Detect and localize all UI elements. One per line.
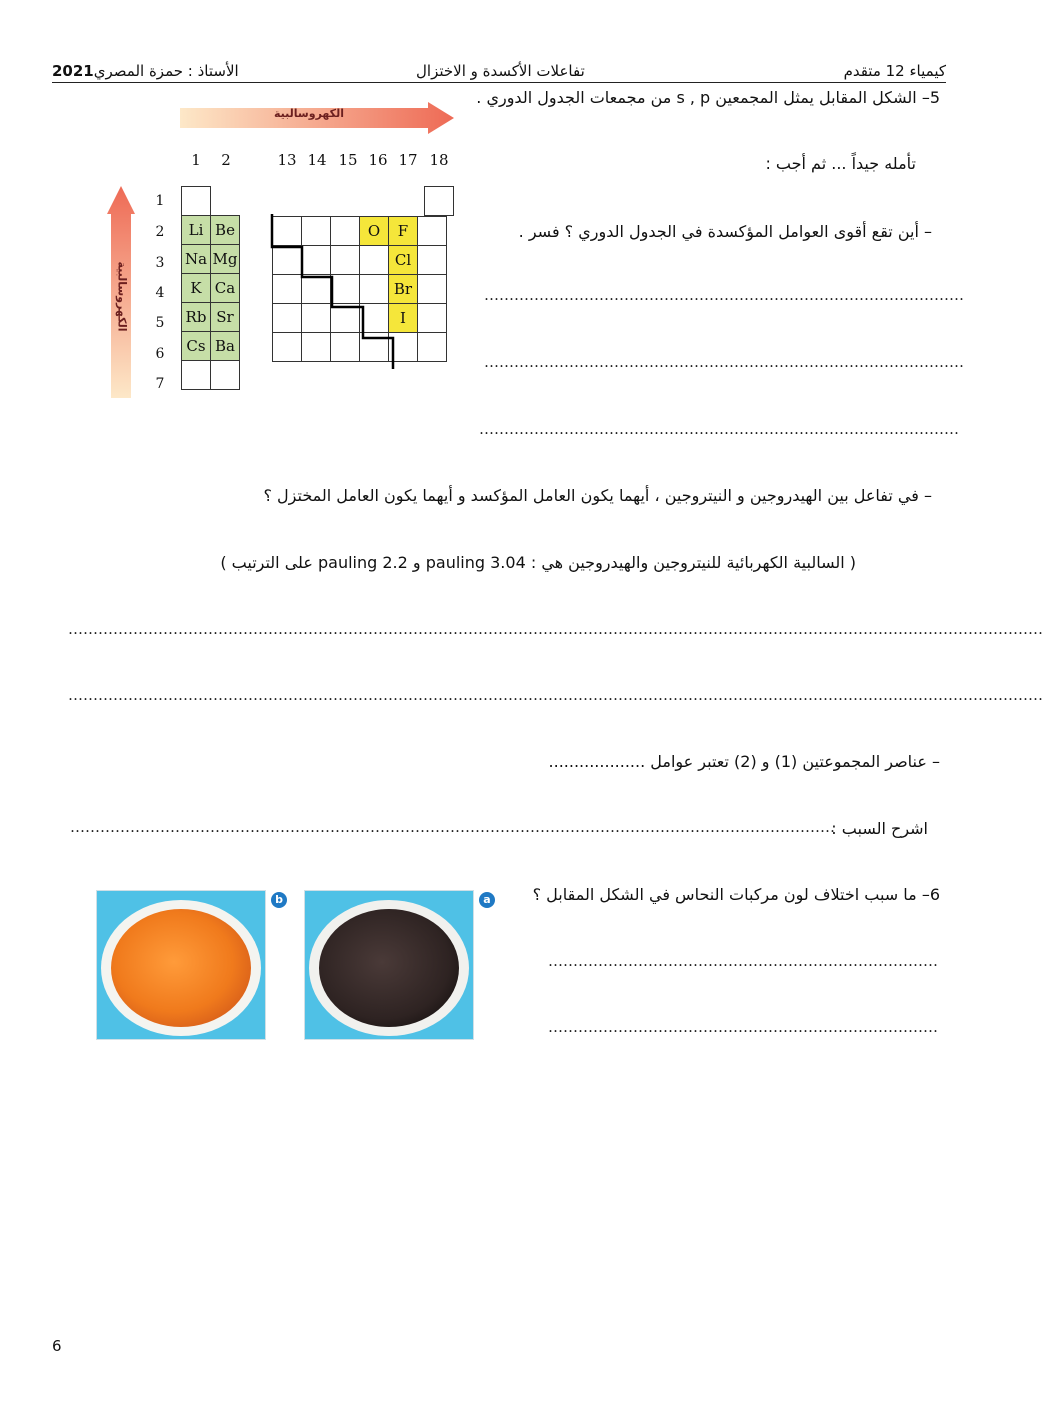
- element-cell: Rb: [182, 303, 211, 332]
- answer-line: ……………………………………………………………………: [548, 952, 938, 970]
- q5-prompt: 5– الشكل المقابل يمثل المجمعين s , p من مجمعات الجدول الدوري .: [476, 88, 940, 107]
- header-course: كيمياء 12 متقدم: [843, 62, 946, 80]
- element-cell: Mg: [211, 245, 240, 274]
- staircase-line: [268, 214, 403, 374]
- s-block-table: [181, 186, 240, 390]
- period-label: 7: [155, 376, 165, 392]
- element-cell: Na: [182, 245, 211, 274]
- element-cell: Ca: [211, 274, 240, 303]
- element-cell: I: [389, 304, 418, 333]
- q5-part1: – أين تقع أقوى العوامل المؤكسدة في الجدول الدوري ؟ فسر .: [518, 222, 932, 241]
- element-cell: O: [360, 217, 389, 246]
- group-label: 16: [368, 151, 388, 169]
- answer-line: ………………………………………………………………………………………………………………………………………: [70, 818, 835, 836]
- element-cell: Be: [211, 216, 240, 245]
- q5-part2-note: ( السالبية الكهربائية للنيتروجين والهيدروجين هي : 3.04 pauling و 2.2 pauling على الترتيب ): [220, 553, 856, 572]
- orange-powder-dish-icon: [97, 891, 265, 1039]
- group-label: 14: [307, 151, 327, 169]
- header-year: 2021: [52, 62, 94, 80]
- dark-powder-dish-icon: [305, 891, 473, 1039]
- header-divider: [52, 82, 946, 83]
- arrow-label-side: الكهروسالبية: [115, 261, 129, 332]
- group-label: 2: [221, 151, 231, 169]
- q5-part2: – في تفاعل بين الهيدروجين و النيتروجين ، أيهما يكون العامل المؤكسد و أيهما يكون العامل المختزل ؟: [263, 486, 932, 505]
- arrow-label-top: الكهروسالبية: [274, 107, 344, 120]
- photo-b-orange-compound: [96, 890, 266, 1040]
- answer-line: ……………………………………………………………………………………………………………………………………………………………………………: [68, 620, 1043, 638]
- period-label: 5: [155, 315, 165, 331]
- header-teacher-name: الأستاذ : حمزة المصري: [93, 62, 239, 80]
- period-label: 3: [155, 255, 165, 271]
- element-cell: [418, 217, 447, 246]
- element-cell: [182, 361, 211, 390]
- element-cell: Sr: [211, 303, 240, 332]
- period-label: 4: [155, 285, 165, 301]
- q5-part3-reason: اشرح السبب :: [831, 819, 928, 838]
- group-label: 18: [429, 151, 449, 169]
- header-topic: تفاعلات الأكسدة و الاختزال: [416, 62, 585, 80]
- answer-line: ……………………………………………………………………: [548, 1018, 938, 1036]
- element-cell: Cs: [182, 332, 211, 361]
- element-cell: [211, 187, 240, 216]
- element-cell: Cl: [389, 246, 418, 275]
- element-cell: Ba: [211, 332, 240, 361]
- header-teacher: [52, 62, 239, 80]
- group-label: 1: [191, 151, 201, 169]
- element-cell: [418, 333, 447, 362]
- element-cell: [418, 304, 447, 333]
- q5-instruction: تأمله جيداً ... ثم أجب :: [765, 154, 916, 173]
- element-cell: Li: [182, 216, 211, 245]
- q6-prompt: 6– ما سبب اختلاف لون مركبات النحاس في الشكل المقابل ؟: [532, 885, 940, 904]
- answer-line: ……………………………………………………………………………………………………………………………………………………………………………: [68, 686, 1043, 704]
- period-label: 6: [155, 346, 165, 362]
- page-number: 6: [52, 1337, 62, 1355]
- element-cell: [182, 187, 211, 216]
- q5-part3: – عناصر المجموعتين (1) و (2) تعتبر عوامل ...................: [548, 752, 940, 771]
- answer-line: ……………………………………………………………………………………: [479, 420, 959, 438]
- group-label: 17: [398, 151, 418, 169]
- period-label: 1: [155, 193, 165, 209]
- photo-a-dark-compound: [304, 890, 474, 1040]
- group-label: 15: [338, 151, 358, 169]
- element-cell: K: [182, 274, 211, 303]
- he-cell-table: [424, 186, 454, 216]
- photo-b-badge: b: [271, 892, 287, 908]
- answer-line: ……………………………………………………………………………………: [484, 353, 964, 371]
- element-cell: F: [389, 217, 418, 246]
- period-label: 2: [155, 224, 165, 240]
- answer-line: ……………………………………………………………………………………: [484, 286, 964, 304]
- element-cell: [425, 187, 454, 216]
- element-cell: [418, 275, 447, 304]
- photo-a-badge: a: [479, 892, 495, 908]
- element-cell: [211, 361, 240, 390]
- element-cell: Br: [389, 275, 418, 304]
- element-cell: [418, 246, 447, 275]
- group-label: 13: [277, 151, 297, 169]
